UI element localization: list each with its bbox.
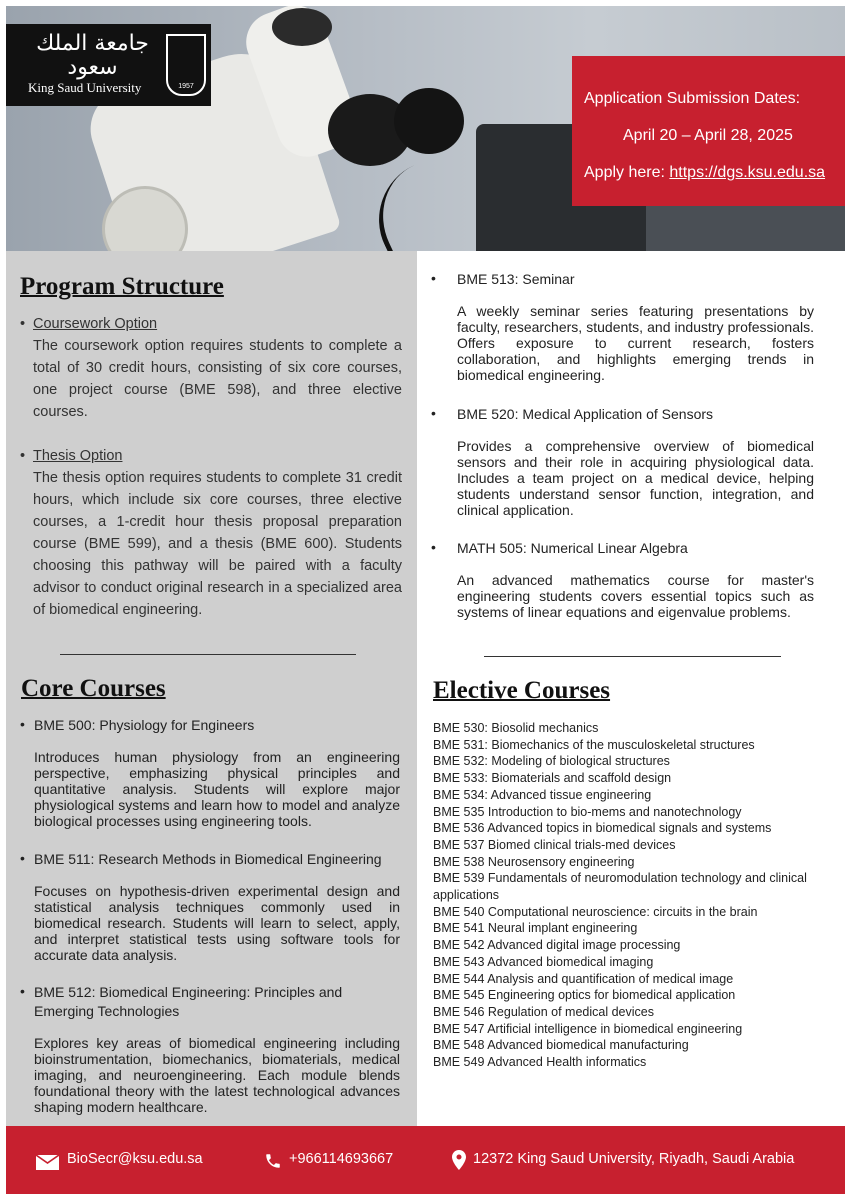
course-description: Focuses on hypothesis-driven experimental design and statistical analysis techniques commonly used in biomedical research. Students will learn to select, apply, and interpret statistical tests using software tools for accurate data analysis. (34, 883, 400, 963)
divider (484, 656, 781, 657)
course-item (20, 716, 400, 829)
thesis-option (20, 445, 402, 621)
elective-course-item: BME 546 Regulation of medical devices (433, 1004, 654, 1019)
course-title: MATH 505: Numerical Linear Algebra (457, 540, 688, 556)
elective-course-item: BME 531: Biomechanics of the musculoskeletal structures (433, 737, 755, 752)
elective-course-item: BME 542 Advanced digital image processing (433, 938, 681, 953)
elective-course-item: BME 540 Computational neuroscience: circuits in the brain (433, 904, 758, 919)
footer-phone[interactable]: +966114693667 (289, 1151, 394, 1167)
contact-footer (6, 1126, 845, 1194)
bullet-icon: • (20, 448, 26, 464)
elective-course-item: BME 541 Neural implant engineering (433, 921, 638, 936)
elective-course-item: BME 534: Advanced tissue engineering (433, 787, 652, 802)
elective-course-item: BME 537 Biomed clinical trials-med devices (433, 837, 676, 852)
microscope-cable-shape (359, 151, 487, 251)
course-title: BME 511: Research Methods in Biomedical Engineering (34, 851, 382, 867)
hero-banner (6, 6, 845, 251)
course-item (431, 270, 814, 383)
application-dates: April 20 – April 28, 2025 (623, 127, 793, 144)
elective-course-item: BME 530: Biosolid mechanics (433, 721, 599, 735)
core-courses-title: Core Courses (21, 675, 166, 702)
bullet-icon: • (20, 850, 25, 866)
left-column (6, 251, 417, 1126)
elective-course-list (433, 720, 828, 1071)
elective-course-item: BME 539 Fundamentals of neuromodulation technology and clinical applications (433, 871, 807, 903)
microscope-knob-shape (272, 8, 332, 46)
course-title: BME 500: Physiology for Engineers (34, 717, 255, 733)
course-item (20, 850, 400, 963)
elective-course-item: BME 533: Biomaterials and scaffold design (433, 771, 672, 786)
course-description: Provides a comprehensive overview of biomedical sensors and their role in acquiring physiological data. Includes a team project on a medical device, helping students understand sensor function, integration, and clinical application. (457, 438, 814, 518)
course-description: Explores key areas of biomedical engineering including bioinstrumentation, biomechanics, biomaterials, medical imaging, and neuroengineering. Each module blends foundational theory with the latest technological advances shaping modern healthcare. (34, 1035, 400, 1115)
divider (60, 654, 356, 655)
option-name: Thesis Option (33, 448, 123, 464)
program-structure-title: Program Structure (20, 273, 224, 300)
course-title: BME 512: Biomedical Engineering: Principles and Emerging Technologies (34, 984, 343, 1019)
bullet-icon: • (431, 405, 436, 421)
coursework-option (20, 313, 402, 423)
elective-course-item: BME 538 Neurosensory engineering (433, 854, 635, 869)
course-description: A weekly seminar series featuring presentations by faculty, researchers, students, and industry professionals. Offers exposure to current research, fosters collaboration, and highlights emerging trends in biomedical engineering. (457, 303, 814, 383)
elective-course-item: BME 547 Artificial intelligence in biomedical engineering (433, 1021, 743, 1036)
elective-course-item: BME 535 Introduction to bio-mems and nanotechnology (433, 804, 742, 819)
bullet-icon: • (20, 983, 25, 999)
envelope-icon (36, 1155, 59, 1170)
application-dates-box (572, 56, 845, 206)
elective-course-item: BME 536 Advanced topics in biomedical signals and systems (433, 821, 772, 836)
course-item (20, 983, 400, 1115)
course-item (431, 539, 814, 620)
apply-label: Apply here: (584, 164, 665, 181)
bullet-icon: • (20, 316, 26, 332)
application-heading: Application Submission Dates: (584, 90, 801, 107)
elective-course-item: BME 544 Analysis and quantification of medical image (433, 971, 734, 986)
emblem-year: 1957 (178, 83, 194, 90)
flyer-page (6, 6, 845, 1194)
elective-courses-title: Elective Courses (433, 677, 611, 704)
elective-course-item: BME 549 Advanced Health informatics (433, 1055, 647, 1070)
elective-course-item: BME 548 Advanced biomedical manufacturing (433, 1038, 689, 1053)
elective-course-item: BME 532: Modeling of biological structures (433, 754, 670, 769)
footer-email[interactable]: BioSecr@ksu.edu.sa (67, 1151, 203, 1167)
elective-course-item: BME 545 Engineering optics for biomedical application (433, 988, 736, 1003)
course-description: An advanced mathematics course for master's engineering students covers essential topics such as systems of linear equations and eigenvalue problems. (457, 572, 814, 620)
bullet-icon: • (20, 716, 25, 732)
option-name: Coursework Option (33, 316, 158, 332)
apply-link[interactable]: https://dgs.ksu.edu.sa (669, 164, 826, 181)
option-text: The thesis option requires students to complete 31 credit hours, which include six core courses, three elective courses, a 1-credit hour thesis proposal preparation course (BME 599), and a thesis (BME 600). Students choosing this pathway will be paired with a faculty advisor to conduct original research in a specialized area of biomedical engineering. (33, 470, 402, 618)
logo-arabic-name: جامعة الملك سعود (36, 31, 149, 80)
university-logo (6, 24, 211, 106)
bullet-icon: • (431, 270, 436, 286)
right-column (417, 251, 845, 1126)
location-pin-icon (452, 1150, 466, 1170)
footer-address: 12372 King Saud University, Riyadh, Saudi Arabia (473, 1151, 795, 1167)
logo-english-name: King Saud University (28, 80, 142, 95)
bullet-icon: • (431, 539, 436, 555)
microscope-eyepiece-shape (394, 88, 464, 154)
course-title: BME 513: Seminar (457, 271, 575, 287)
emblem-icon (166, 34, 206, 96)
elective-course-item: BME 543 Advanced biomedical imaging (433, 954, 654, 969)
option-text: The coursework option requires students to complete a total of 30 credit hours, consisting of six core courses, one project course (BME 598), and three elective courses. (33, 338, 402, 420)
course-item (431, 405, 814, 518)
phone-icon (264, 1152, 282, 1170)
apply-row (584, 164, 825, 182)
course-description: Introduces human physiology from an engineering perspective, emphasizing physical principles and quantitative analysis. Students will explore major physiological systems and learn how to model and analyze biological processes using engineering tools. (34, 749, 400, 829)
course-title: BME 520: Medical Application of Sensors (457, 406, 714, 422)
